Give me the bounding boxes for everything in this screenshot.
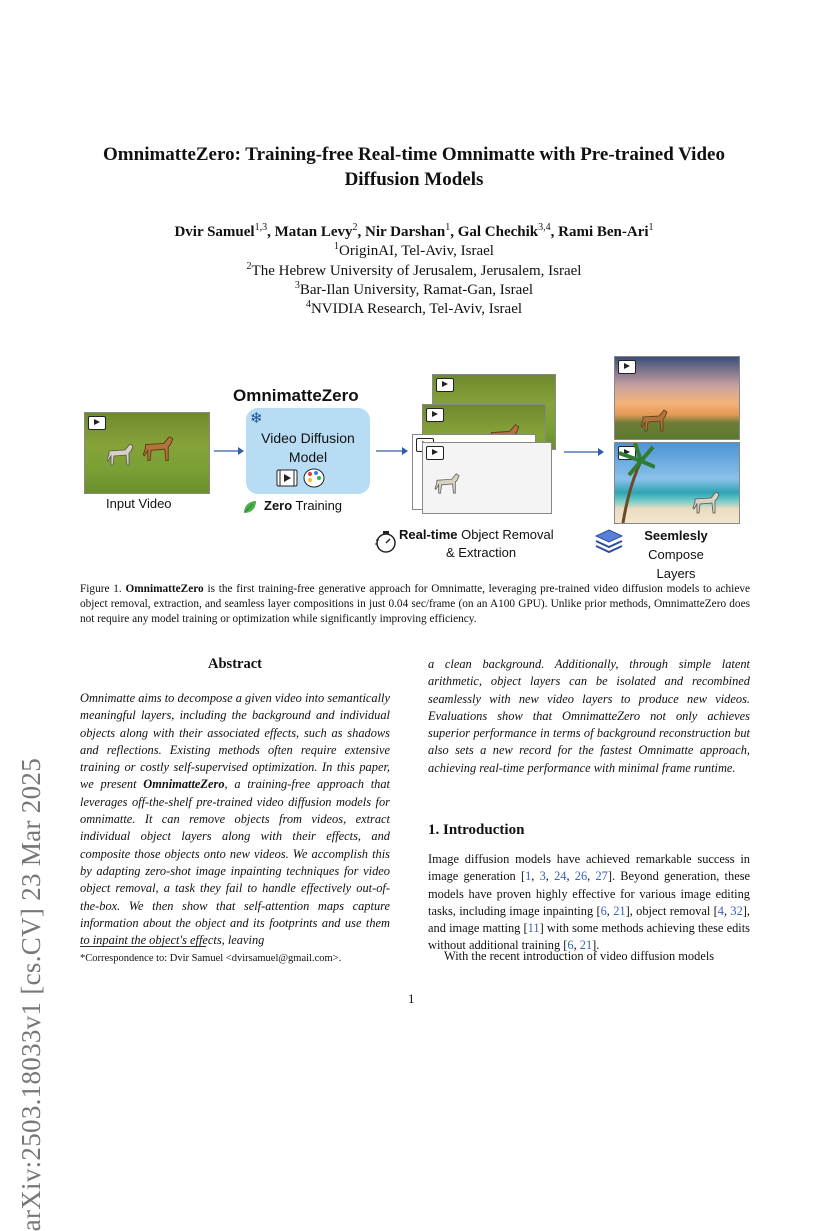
paper-title: [60, 142, 768, 192]
play-icon: [436, 378, 454, 392]
author: Dvir Samuel$^{1,3}$: [174, 222, 268, 240]
affiliation: $^2$The Hebrew University of Jerusalem, Jerusalem, Israel: [246, 261, 582, 279]
realtime-label: Real-time Object Removal & Extraction: [399, 527, 554, 560]
intro-paragraph: With the recent introduction of video diffusion models: [444, 949, 715, 963]
play-icon: [426, 446, 444, 460]
author: Gal Chechik$^{3,4}$: [457, 222, 551, 240]
horse-icon: [639, 407, 669, 433]
palette-icon: [302, 467, 326, 489]
zero-training-label: Zero Training: [264, 498, 343, 513]
composed-beach-thumbnail: [614, 442, 740, 524]
section-heading: 1. Introduction: [428, 822, 525, 838]
input-video-thumbnail: [84, 412, 210, 494]
layers-icon: [594, 528, 624, 554]
author-list: Dvir Samuel$^{1,3}$, Matan Levy$^2$, Nir Darshan$^1$, Gal Chechik$^{3,4}$, Rami Ben-Ari$^1$: [174, 222, 654, 240]
page-number: 1: [408, 991, 415, 1006]
abstract-text-continued: a clean background. Additionally, through simple latent arithmetic, object layers can be isolated and recombined seamlessly with new video layers to produce new videos. Evaluations show that OmnimatteZero not only achieves superior performance in terms of background reconstruction but also sets a new record for the fastest Omnimatte approach, achieving real-time performance with minimal frame runtime.: [428, 657, 750, 775]
title-line-2: Diffusion Models: [344, 169, 484, 190]
arrow-icon: [214, 446, 244, 456]
method-heading: OmnimatteZero: [233, 386, 359, 405]
compose-label: Seemlesly Compose Layers: [644, 528, 708, 581]
abstract-heading: Abstract: [208, 656, 262, 672]
stopwatch-icon: [374, 530, 398, 554]
horse-icon: [105, 441, 135, 467]
author: Rami Ben-Ari$^1$: [558, 222, 654, 240]
snowflake-icon: ❄: [250, 410, 263, 427]
model-label: Video Diffusion Model: [261, 430, 355, 465]
horse-icon: [141, 433, 175, 463]
intro-paragraph: Image diffusion models have achieved remarkable success in image generation [1, 3, 24, 26, 27]. Beyond generation, these models have proven highly effective for various image editing tasks, including image inpainting [6, 21], object removal [4, 32], and image matting [11] with some methods achieving these edits without additional training [6, 21].: [428, 852, 751, 953]
footnote-rule: [80, 946, 206, 947]
leaf-icon: [242, 499, 258, 515]
author: Nir Darshan$^1$: [365, 222, 451, 240]
play-icon: [88, 416, 106, 430]
author: Matan Levy$^2$: [274, 222, 358, 240]
horse-icon: [433, 471, 461, 495]
composed-sunset-thumbnail: [614, 356, 740, 440]
abstract-text: Omnimatte aims to decompose a given video into semantically meaningful layers, including the background and individual objects along with their associated effects, such as shadows and reflections. Existing methods often require extensive training or costly self-supervised optimization. In this paper, we present OmnimatteZero, a training-free approach that leverages off-the-shelf pre-trained video diffusion models for omnimatte. It can remove objects from videos, extract individual object layers along with their effects, and composite those objects onto new videos. We accomplish this by adapting zero-shot image inpainting techniques for video object removal, a task they fail to handle effectively out-of-the-box. We then show that self-attention maps capture information about the object and its footprints and use them to inpaint the object's effects, leaving: [80, 691, 390, 948]
arrow-icon: [376, 446, 408, 456]
title-line-1: OmnimatteZero: Training-free Real-time Omnimatte with Pre-trained Video: [103, 144, 725, 165]
model-box: [246, 408, 370, 494]
affiliation: $^1$OriginAI, Tel-Aviv, Israel: [334, 241, 494, 259]
object-layer-thumbnail-front: [422, 442, 552, 514]
palm-tree-icon: [615, 443, 655, 523]
play-icon: [618, 360, 636, 374]
arxiv-stamp: arXiv:2503.18033v1 [cs.CV] 23 Mar 2025: [16, 758, 46, 1231]
input-video-label: Input Video: [106, 496, 172, 511]
affiliation: $^3$Bar-Ilan University, Ramat-Gan, Israel: [294, 280, 534, 298]
film-icon: [276, 468, 298, 488]
affiliation: $^4$NVIDIA Research, Tel-Aviv, Israel: [305, 299, 523, 317]
play-icon: [426, 408, 444, 422]
figure-caption: Figure 1. OmnimatteZero is the first training-free generative approach for Omnimatte, leveraging pre-trained video diffusion models to achieve object removal, extraction, and seamless layer compositions in just 0.04 sec/frame (on an A100 GPU). Unlike prior methods, OmnimatteZero does not require any model training or optimization while significantly improving efficiency.: [80, 583, 750, 625]
footnote: *Correspondence to: Dvir Samuel <dvirsamuel@gmail.com>.: [80, 953, 342, 964]
figure-1: [80, 350, 750, 581]
horse-icon: [691, 489, 721, 515]
arrow-icon: [564, 447, 604, 457]
